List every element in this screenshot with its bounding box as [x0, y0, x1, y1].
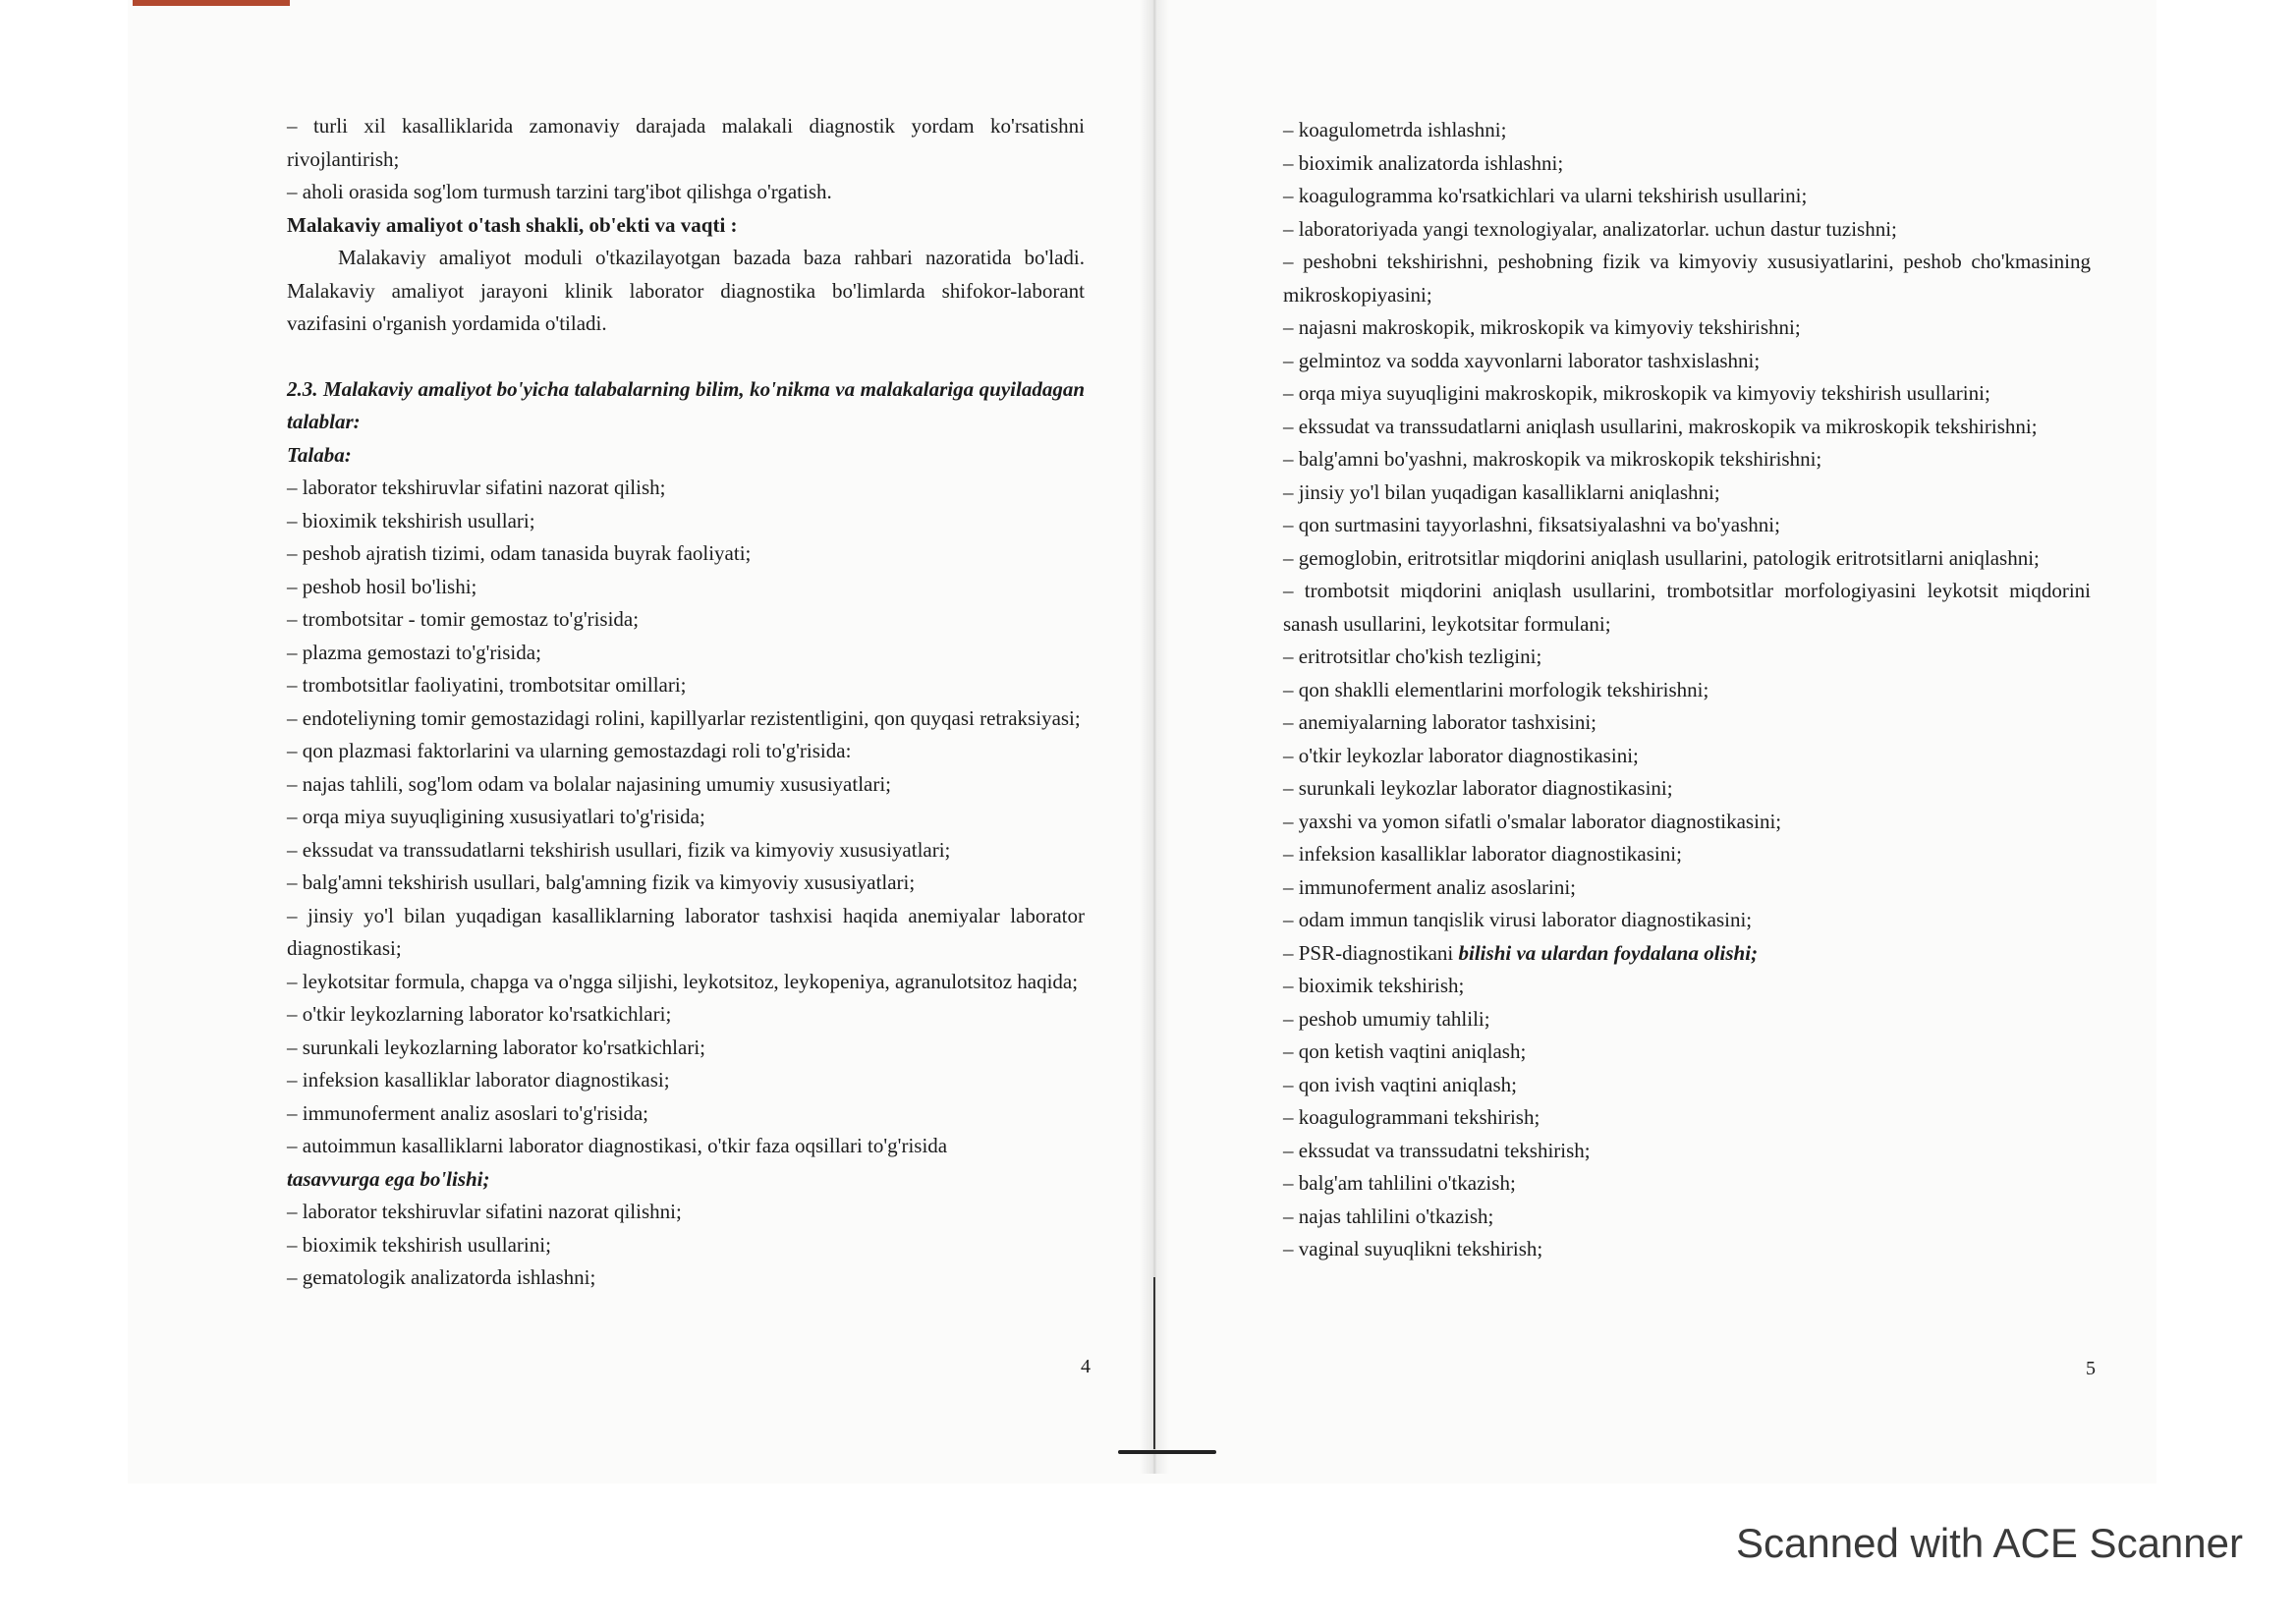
scanner-watermark: Scanned with ACE Scanner: [1736, 1520, 2243, 1566]
list-item: – gematologik analizatorda ishlashni;: [287, 1265, 596, 1289]
concept-label: tasavvurga ega bo'lishi;: [287, 1166, 490, 1191]
list-item: – qon plazmasi faktorlarini va ularning gemostazdagi roli to'g'risida:: [287, 739, 852, 762]
list-item: – jinsiy yo'l bilan yuqadigan kasalliklarni aniqlashni;: [1283, 479, 1720, 504]
list-item: – trombotsitlar faoliyatini, trombotsitar omillari;: [287, 673, 687, 697]
list-item: – gelmintoz va sodda xayvonlarni laborator tashxislashni;: [1283, 348, 1761, 372]
list-item: – infeksion kasalliklar laborator diagnostikasi;: [287, 1068, 670, 1092]
list-item: – qon shaklli elementlarini morfologik tekshirishni;: [1283, 677, 1709, 701]
list-item: – trombotsit miqdorini aniqlash usullarini, trombotsitlar morfologiyasini leykotsit miqdorini sanash usullarini, leykotsitar formulani;: [1283, 579, 2091, 636]
list-item: – gemoglobin, eritrotsitlar miqdorini aniqlash usullarini, patologik eritrotsitlarni aniqlashni;: [1283, 545, 2040, 570]
list-item: – o'tkir leykozlar laborator diagnostikasini;: [1283, 743, 1639, 767]
binding-fold-line: [1153, 1277, 1155, 1449]
psr-item: [1283, 937, 2091, 971]
student-knowledge-list: [287, 472, 1085, 1163]
list-item: – balg'amni tekshirish usullari, balg'amning fizik va kimyoviy xususiyatlari;: [287, 870, 916, 894]
list-item: – peshob umumiy tahlili;: [1283, 1006, 1490, 1031]
list-item: – balg'amni bo'yashni, makroskopik va mikroskopik tekshirishni;: [1283, 447, 1822, 471]
list-item: – ekssudat va transsudatni tekshirish;: [1283, 1138, 1591, 1162]
binding-fold-mark: [1118, 1450, 1216, 1454]
list-item: – balg'am tahlilini o'tkazish;: [1283, 1171, 1516, 1195]
list-item: – surunkali leykozlarning laborator ko'rsatkichlari;: [287, 1035, 705, 1059]
list-item: – ekssudat va transsudatlarni aniqlash usullarini, makroskopik va mikroskopik tekshirishni;: [1283, 414, 2038, 438]
list-item: – peshob hosil bo'lishi;: [287, 574, 477, 598]
list-item: – laborator tekshiruvlar sifatini nazorat qilishni;: [287, 1200, 682, 1223]
left-page: [287, 110, 1085, 1295]
student-label: Talaba:: [287, 442, 352, 467]
list-item: – qon surtmasini tayyorlashni, fiksatsiyalashni va bo'yashni;: [1283, 513, 1780, 536]
list-item: – ekssudat va transsudatlarni tekshirish usullari, fizik va kimyoviy xususiyatlari;: [287, 837, 951, 862]
list-item: – trombotsitar - tomir gemostaz to'g'risida;: [287, 607, 640, 631]
list-item: – eritrotsitlar cho'kish tezligini;: [1283, 644, 1542, 668]
list-item: – peshobni tekshirishni, peshobning fizik va kimyoviy xususiyatlarini, peshob cho'kmasining mikroskopiyasini;: [1283, 250, 2091, 307]
list-item: – bioximik tekshirish usullari;: [287, 508, 535, 532]
skills-list: [287, 1196, 1085, 1295]
list-item: – koagulometrda ishlashni;: [1283, 118, 1507, 141]
psr-emphasis: bilishi va ulardan foydalana olishi;: [1458, 940, 1759, 965]
list-item: – surunkali leykozlar laborator diagnostikasini;: [1283, 776, 1673, 800]
paragraph-spacer: [287, 341, 1085, 373]
list-item: – o'tkir leykozlarning laborator ko'rsatkichlari;: [287, 1002, 672, 1026]
list-item: – laborator tekshiruvlar sifatini nazorat qilish;: [287, 476, 666, 499]
list-item: – immunoferment analiz asoslari to'g'risida;: [287, 1100, 648, 1125]
page-number: 5: [2086, 1358, 2096, 1379]
list-item: – peshob ajratish tizimi, odam tanasida buyrak faoliyati;: [287, 541, 752, 565]
list-item: – leykotsitar formula, chapga va o'ngga siljishi, leykotsitoz, leykopeniya, agranulotsitoz haqida;: [287, 969, 1079, 993]
list-item: – bioximik tekshirish;: [1283, 974, 1465, 997]
list-item: – qon ketish vaqtini aniqlash;: [1283, 1039, 1527, 1063]
list-item: – koagulogrammani tekshirish;: [1283, 1105, 1540, 1129]
list-item: – vaginal suyuqlikni tekshirish;: [1283, 1237, 1543, 1260]
list-item: – immunoferment analiz asoslarini;: [1283, 874, 1576, 899]
subsection-title: 2.3. Malakaviy amaliyot bo'yicha talabalarning bilim, ko'nikma va malakalariga quyiladagan talablar:: [287, 376, 1085, 433]
list-item: – najas tahlili, sog'lom odam va bolalar najasining umumiy xususiyatlari;: [287, 771, 892, 796]
procedures-list: [1283, 970, 2091, 1266]
right-page: [1283, 114, 2091, 1266]
list-item: – koagulogramma ko'rsatkichlari va ularni tekshirish usullarini;: [1283, 184, 1808, 207]
section-paragraph: Malakaviy amaliyot moduli o'tkazilayotgan bazada baza rahbari nazoratida bo'ladi. Malakaviy amaliyot jarayoni klinik laborator diagnostika bo'limlarda shifokor-laborant vazifasini o'rganish yordamida o'tiladi.: [287, 246, 1085, 335]
list-item: – aholi orasida sog'lom turmush tarzini targ'ibot qilishga o'rgatish.: [287, 180, 832, 203]
list-item: – qon ivish vaqtini aniqlash;: [1283, 1072, 1517, 1096]
list-item: – anemiyalarning laborator tashxisini;: [1283, 710, 1596, 734]
list-item: – infeksion kasalliklar laborator diagnostikasini;: [1283, 842, 1682, 866]
list-item: – turli xil kasalliklarida zamonaviy darajada malakali diagnostik yordam ko'rsatishni rivojlantirish;: [287, 114, 1085, 171]
list-item: – autoimmun kasalliklarni laborator diagnostikasi, o'tkir faza oqsillari to'g'risida: [287, 1134, 948, 1157]
list-item: – odam immun tanqislik virusi laborator diagnostikasini;: [1283, 908, 1753, 931]
list-item: – najasni makroskopik, mikroskopik va kimyoviy tekshirishni;: [1283, 315, 1801, 339]
list-item: – endoteliyning tomir gemostazidagi rolini, kapillyarlar rezistentligini, qon quyqasi retraksiyasi;: [287, 705, 1081, 730]
book-gutter-shadow: [1140, 0, 1169, 1474]
list-item: – najas tahlilini o'tkazish;: [1283, 1204, 1494, 1228]
list-item: – bioximik analizatorda ishlashni;: [1283, 150, 1564, 175]
page-number: 4: [1081, 1356, 1091, 1377]
list-item: – laboratoriyada yangi texnologiyalar, analizatorlar. uchun dastur tuzishni;: [1283, 216, 1897, 241]
practical-skills-list: [1283, 114, 2091, 937]
section-heading: Malakaviy amaliyot o'tash shakli, ob'ekti va vaqti :: [287, 212, 738, 237]
list-item: – orqa miya suyuqligining xususiyatlari to'g'risida;: [287, 805, 705, 828]
list-item: – bioximik tekshirish usullarini;: [287, 1232, 551, 1257]
list-item: – jinsiy yo'l bilan yuqadigan kasalliklarning laborator tashxisi haqida anemiyalar laborator diagnostikasi;: [287, 903, 1085, 960]
list-item: – orqa miya suyuqligini makroskopik, mikroskopik va kimyoviy tekshirish usullarini;: [1283, 381, 1990, 405]
psr-prefix: – PSR-diagnostikani: [1283, 940, 1459, 965]
list-item: – plazma gemostazi to'g'risida;: [287, 640, 541, 664]
left-intro-list: [287, 110, 1085, 209]
cover-edge-strip: [133, 0, 290, 6]
list-item: – yaxshi va yomon sifatli o'smalar laborator diagnostikasini;: [1283, 809, 1782, 833]
